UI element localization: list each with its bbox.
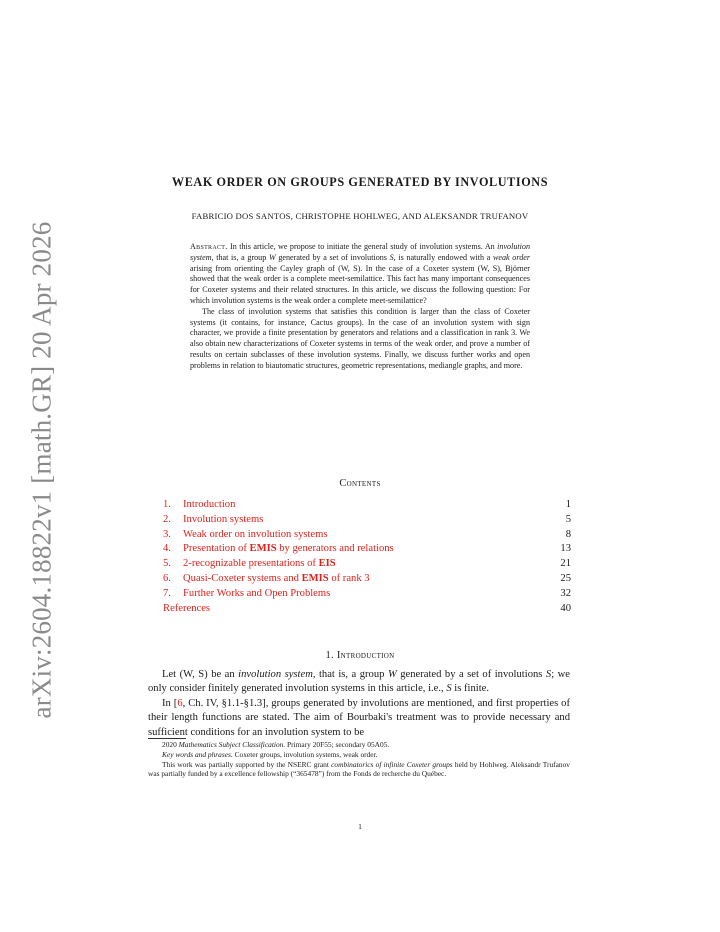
toc-entry-page: 25: [560, 572, 571, 584]
toc-entry[interactable]: [163, 602, 571, 617]
abstract-text: arising from orienting the Cayley graph of (W, S). In the case of a Coxeter system (W, S), Björner showed that the weak order is a complete meet-semilattice. This fact has many important consequences for Coxeter systems and their related structures. In this article, we discuss the following question: For which involution systems is the weak order a complete meet-semilattice?: [190, 263, 530, 305]
toc-entry-label: Quasi-Coxeter systems and: [183, 572, 302, 584]
toc-entry[interactable]: [163, 572, 571, 587]
abstract-math: S: [389, 252, 394, 262]
toc-entry-number: 6.: [163, 572, 171, 584]
toc-entry-link[interactable]: [163, 602, 210, 617]
table-of-contents: [163, 498, 571, 616]
body-text: , Ch. IV, §1.1-§1.3], groups generated by involutions are mentioned, and first properties of their length functions are stated. The aim of Bourbaki's treatment was to provide necessary and sufficient conditions for an involution system to be: [148, 697, 570, 738]
toc-entry-link[interactable]: [163, 498, 235, 513]
body-text: Let (W, S) be an: [162, 669, 239, 680]
footnote-msc: [148, 740, 570, 750]
toc-entry-number: 3.: [163, 528, 171, 540]
footnote-text: Coxeter groups, involution systems, weak order.: [232, 749, 378, 759]
body-math: S: [545, 669, 552, 680]
footnote-keywords: [148, 750, 570, 760]
toc-entry-label: Introduction: [183, 499, 236, 510]
abstract-emphasis: weak order: [493, 252, 530, 262]
intro-paragraph-1: [148, 668, 570, 697]
page-number: 1: [358, 822, 362, 831]
toc-entry-label: EMIS: [301, 572, 329, 584]
body-text: is finite.: [451, 683, 489, 695]
abstract-text: , is naturally endowed with a: [393, 252, 494, 262]
toc-entry-page: 40: [560, 602, 571, 614]
body-text: generated by a set of involutions: [396, 669, 546, 680]
toc-entry[interactable]: [163, 542, 571, 557]
body-text: In [: [162, 697, 178, 709]
toc-entry-label: 2-recognizable presentations of: [183, 558, 319, 570]
body-text: ; we only consider finitely generated involution systems in this article, i.e.,: [148, 669, 570, 695]
toc-entry-page: 8: [565, 528, 571, 540]
toc-entry-number: 5.: [163, 558, 171, 570]
citation-link[interactable]: 6: [177, 697, 183, 709]
footnote-emphasis: Key words and phrases.: [162, 749, 233, 759]
footnote-text: This work was partially supported by the NSERC grant: [162, 759, 332, 769]
toc-entry-label: References: [163, 602, 211, 614]
toc-entry[interactable]: [163, 557, 571, 572]
toc-entry-link[interactable]: [163, 513, 263, 528]
paper-authors: FABRICIO DOS SANTOS, CHRISTOPHE HOHLWEG, AND ALEKSANDR TRUFANOV: [191, 211, 529, 221]
toc-entry-label: Further Works and Open Problems: [183, 587, 331, 599]
footnote-emphasis: combinatorics of infinite Coxeter groups: [331, 759, 453, 769]
intro-paragraph-2: [148, 697, 570, 740]
toc-entry-label: Presentation of: [183, 543, 250, 555]
footnote-text: Primary 20F55; secondary 05A05.: [285, 740, 390, 749]
toc-entry-link[interactable]: [163, 542, 394, 557]
arxiv-sidebar-stamp: [22, 221, 62, 719]
abstract-text: , that is, a group: [211, 252, 269, 262]
abstract-emphasis: involution system: [190, 242, 530, 262]
toc-entry-link[interactable]: [163, 587, 330, 602]
toc-entry-label: by generators and relations: [276, 543, 394, 555]
toc-entry-label: of rank 3: [328, 572, 370, 584]
contents-heading: Contents: [339, 478, 381, 489]
body-math: S: [446, 683, 452, 695]
toc-entry-number: 2.: [163, 513, 171, 525]
toc-entry-page: 21: [560, 558, 571, 570]
toc-entry[interactable]: [163, 498, 571, 513]
body-text: , that is, a group: [312, 669, 388, 680]
abstract-paragraph-2: The class of involution systems that satisfies this condition is larger than the class of Coxeter systems (it contains, for instance, Cactus groups). In the case of an involution system with sign character, we provide a finite presentation by generators and relations and a classification in rank 3. We also obtain new characterizations of Coxeter systems in terms of the weak order, and prove a number of results on certain subclasses of these involution systems. Finally, we discuss further works and open problems in relation to biautomatic structures, geometric representations, mediangle graphs, and more.: [190, 306, 530, 370]
section-heading-introduction: 1. Introduction: [325, 650, 395, 661]
abstract: [190, 242, 530, 372]
toc-entry-label: Weak order on involution systems: [183, 528, 328, 540]
body-emphasis: involution system: [238, 669, 313, 680]
toc-entry-number: 7.: [163, 587, 171, 599]
introduction-body: [148, 668, 570, 740]
footnote-text: 2020: [162, 740, 179, 749]
footnote-funding: [148, 760, 570, 780]
toc-entry-page: 1: [565, 499, 571, 510]
abstract-heading: Abstract.: [190, 242, 228, 251]
abstract-paragraph-1: [190, 242, 530, 307]
toc-entry[interactable]: [163, 587, 571, 602]
abstract-text: generated by a set of involutions: [275, 252, 390, 262]
toc-entry-page: 5: [565, 513, 571, 525]
toc-entry-link[interactable]: [163, 557, 336, 572]
footnote-rule: [148, 738, 186, 739]
toc-entry-link[interactable]: [163, 572, 370, 587]
toc-entry-label: Involution systems: [183, 513, 264, 525]
toc-entry-label: EMIS: [249, 543, 277, 555]
body-math: W: [387, 669, 397, 680]
toc-entry[interactable]: [163, 513, 571, 528]
toc-entry[interactable]: [163, 528, 571, 543]
toc-entry-page: 13: [560, 543, 571, 555]
toc-entry-number: 1.: [163, 499, 171, 510]
footnote-emphasis: Mathematics Subject Classification.: [178, 740, 286, 749]
toc-entry-link[interactable]: [163, 528, 328, 543]
paper-title: WEAK ORDER ON GROUPS GENERATED BY INVOLUTIONS: [171, 175, 549, 189]
footnote-text: held by Hohlweg. Aleksandr Trufanov was partially funded by a excellence fellowship (“365478”) from the Fonds de recherche du Québec.: [148, 759, 570, 779]
arxiv-id: arXiv:2604.18822v1 [math.GR] 20 Apr 2026: [26, 221, 57, 719]
footnotes: [148, 740, 570, 779]
toc-entry-number: 4.: [163, 543, 171, 555]
toc-entry-label: EIS: [318, 558, 336, 570]
abstract-text: In this article, we propose to initiate the general study of involution systems. An: [227, 242, 498, 251]
abstract-math: W: [268, 252, 276, 262]
toc-entry-page: 32: [560, 587, 571, 599]
